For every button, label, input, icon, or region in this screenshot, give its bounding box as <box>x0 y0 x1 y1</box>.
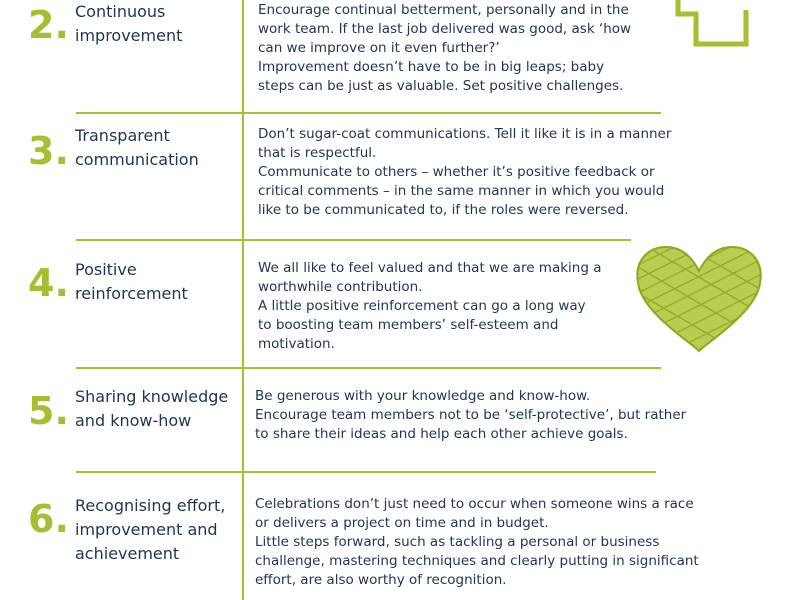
row-separator <box>76 112 661 114</box>
row-separator <box>76 367 661 369</box>
item-description: Encourage continual betterment, personally and in the work team. If the last job delivered was good, ask ‘how can we improve on it even further?’ Improvement doesn’t have to be in big leaps; baby steps can be just as valuable. Set positive challenges. <box>258 2 632 94</box>
item-description: Be generous with your knowledge and know-how. Encourage team members not to be ‘self-protective’, but rather to share their ideas and help each other achieve goals. <box>255 388 687 442</box>
item-description: We all like to feel valued and that we are making a worthwhile contribution. A little positive reinforcement can go a long way to boosting team members’ self-esteem and motivation. <box>258 260 602 352</box>
column-divider <box>242 0 244 600</box>
item-number: 6. <box>28 497 69 541</box>
row-separator <box>76 239 631 241</box>
item-title: Transparent communication <box>75 126 199 169</box>
item-title: Recognising effort, improvement and achievement <box>75 496 226 563</box>
shirt-icon <box>668 0 758 50</box>
item-title: Sharing knowledge and know-how <box>75 387 229 430</box>
item-number: 5. <box>28 389 69 433</box>
heart-icon <box>634 243 764 355</box>
item-title: Continuous improvement <box>75 2 183 45</box>
item-number: 2. <box>28 3 69 47</box>
item-description: Celebrations don’t just need to occur when someone wins a race or delivers a project on time and in budget. Little steps forward, such as tackling a personal or business challenge, mastering techniques and clearly putting in significant effort, are also worthy of recognition. <box>255 496 699 588</box>
item-number: 3. <box>28 129 69 173</box>
row-separator <box>76 471 656 473</box>
item-number: 4. <box>28 261 69 305</box>
item-title: Positive reinforcement <box>75 260 188 303</box>
item-description: Don’t sugar-coat communications. Tell it like it is in a manner that is respectful. Communicate to others – whether it’s positive feedback or critical comments – in the same manner in which you would like to be communicated to, if the roles were reversed. <box>258 126 672 218</box>
